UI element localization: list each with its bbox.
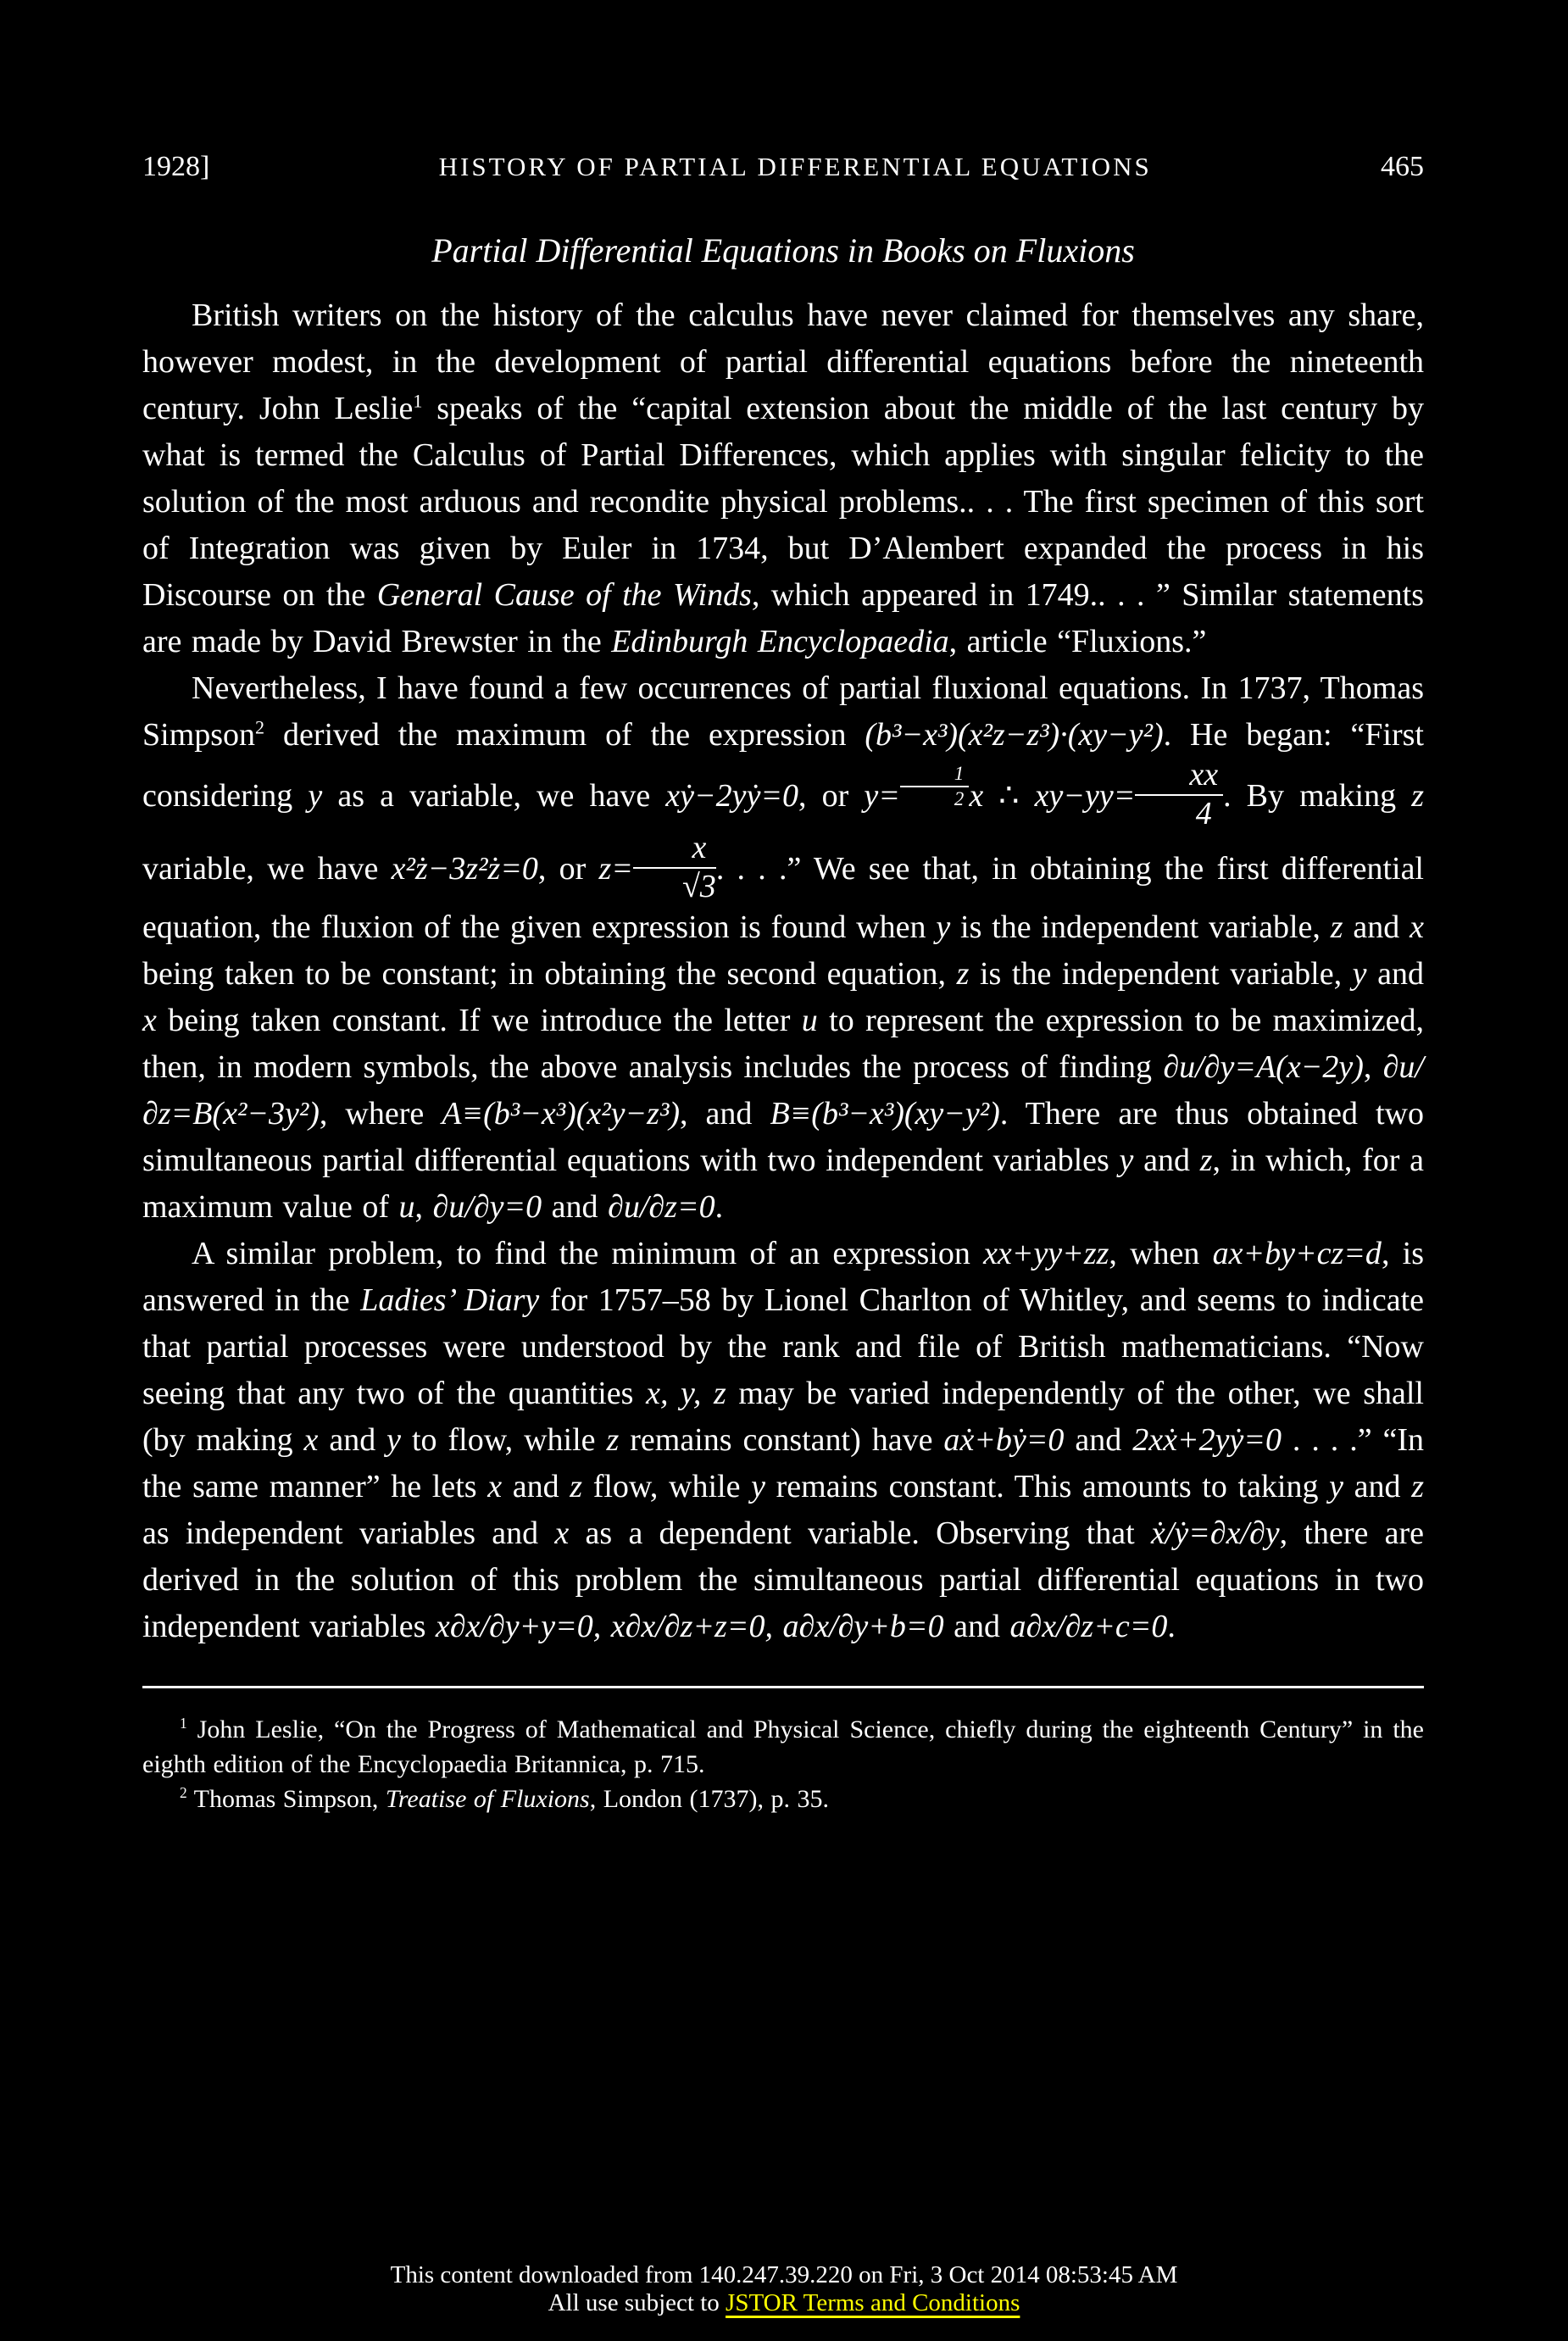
scanned-page	[142, 151, 1424, 1816]
jstor-footer	[0, 2261, 1568, 2317]
article-title: Partial Differential Equations in Books on Fluxions	[431, 231, 1135, 270]
jstor-terms-link[interactable]: JSTOR Terms and Conditions	[726, 2289, 1020, 2316]
footnotes-section	[142, 1712, 1424, 1816]
page-number: 465	[1381, 151, 1424, 182]
terms-line	[0, 2289, 1568, 2317]
download-info-line: This content downloaded from 140.247.39.220 on Fri, 3 Oct 2014 08:53:45 AM	[390, 2261, 1178, 2288]
running-title: HISTORY OF PARTIAL DIFFERENTIAL EQUATIONS	[438, 152, 1152, 181]
page-header	[142, 151, 1424, 183]
terms-line-prefix: All use subject to	[548, 2289, 726, 2316]
footnote-1: $^1$ John Leslie, “On the Progress of Mathematical and Physical Science, chiefly during the eighteenth Century” in the eighth edition of the Encyclopaedia Britannica, p. 715.	[142, 1714, 1424, 1778]
footnote-2: $^2$ Thomas Simpson, Treatise of Fluxions, London (1737), p. 35.	[180, 1783, 830, 1813]
paragraph-1: British writers on the history of the calculus have never claimed for themselves any share, however modest, in the development of partial differential equations before the nineteenth century. John Leslie$^1$ speaks of the “capital extension about the middle of the last century by what is termed the Calculus of Partial Differences, which applies with singular felicity to the solution of the most arduous and recondite physical problems.. . . The first specimen of this sort of Integration was given by Euler in 1734, but D’Alembert expanded the process in his Discourse on the General Cause of the Winds, which appeared in 1749.. . . ” Similar statements are made by David Brewster in the Edinburgh Encyclopaedia, article “Fluxions.”	[142, 297, 1424, 659]
footnote-rule	[142, 1686, 1424, 1688]
header-year: 1928]	[142, 151, 210, 182]
paragraph-3: A similar problem, to find the minimum of an expression xx+yy+zz, when ax+by+cz=d, is answered in the Ladies’ Diary for 1757–58 by Lionel Charlton of Whitley, and seems to indicate that partial processes were understood by the rank and file of British mathematicians. “Now seeing that any two of the quantities x, y, z may be varied independently of the other, we shall (by making x and y to flow, while z remains constant) have aẋ+bẏ=0 and 2xẋ+2yẏ=0 . . . .” “In the same manner” he lets x and z flow, while y remains constant. This amounts to taking y and z as independent variables and x as a dependent variable. Observing that ẋ/ẏ=∂x/∂y, there are derived in the solution of this problem the simultaneous partial differential equations in two independent variables x∂x/∂y+y=0, x∂x/∂z+z=0, a∂x/∂y+b=0 and a∂x/∂z+c=0.	[142, 1235, 1425, 1644]
paragraph-2: Nevertheless, I have found a few occurrences of partial fluxional equations. In 1737, Thomas Simpson$^2$ derived the maximum of the expression (b³−x³)(x²z−z³)·(xy−y²). He began: “First considering y as a variable, we have xẏ−2yẏ=0, or y= $\frac{1}{2}$ x ∴ xy−yy= $\frac{xx}{4}$ . By making z variable, we have x²ż−3z²ż=0, or z= $\frac{x}{√3}$ . . . .” We see that, in obtaining the first differential equation, the fluxion of the given expression is found when y is the independent variable, z and x being taken to be constant; in obtaining the second equation, z is the independent variable, y and x being taken constant. If we introduce the letter u to represent the expression to be maximized, then, in modern symbols, the above analysis includes the process of finding ∂u/∂y=A(x−2y), ∂u/∂z=B(x²−3y²), where A≡(b³−x³)(x²y−z³), and B≡(b³−x³)(xy−y²). There are thus obtained two simultaneous partial differential equations with two independent variables y and z, in which, for a maximum value of u, ∂u/∂y=0 and ∂u/∂z=0.	[142, 670, 1425, 1225]
